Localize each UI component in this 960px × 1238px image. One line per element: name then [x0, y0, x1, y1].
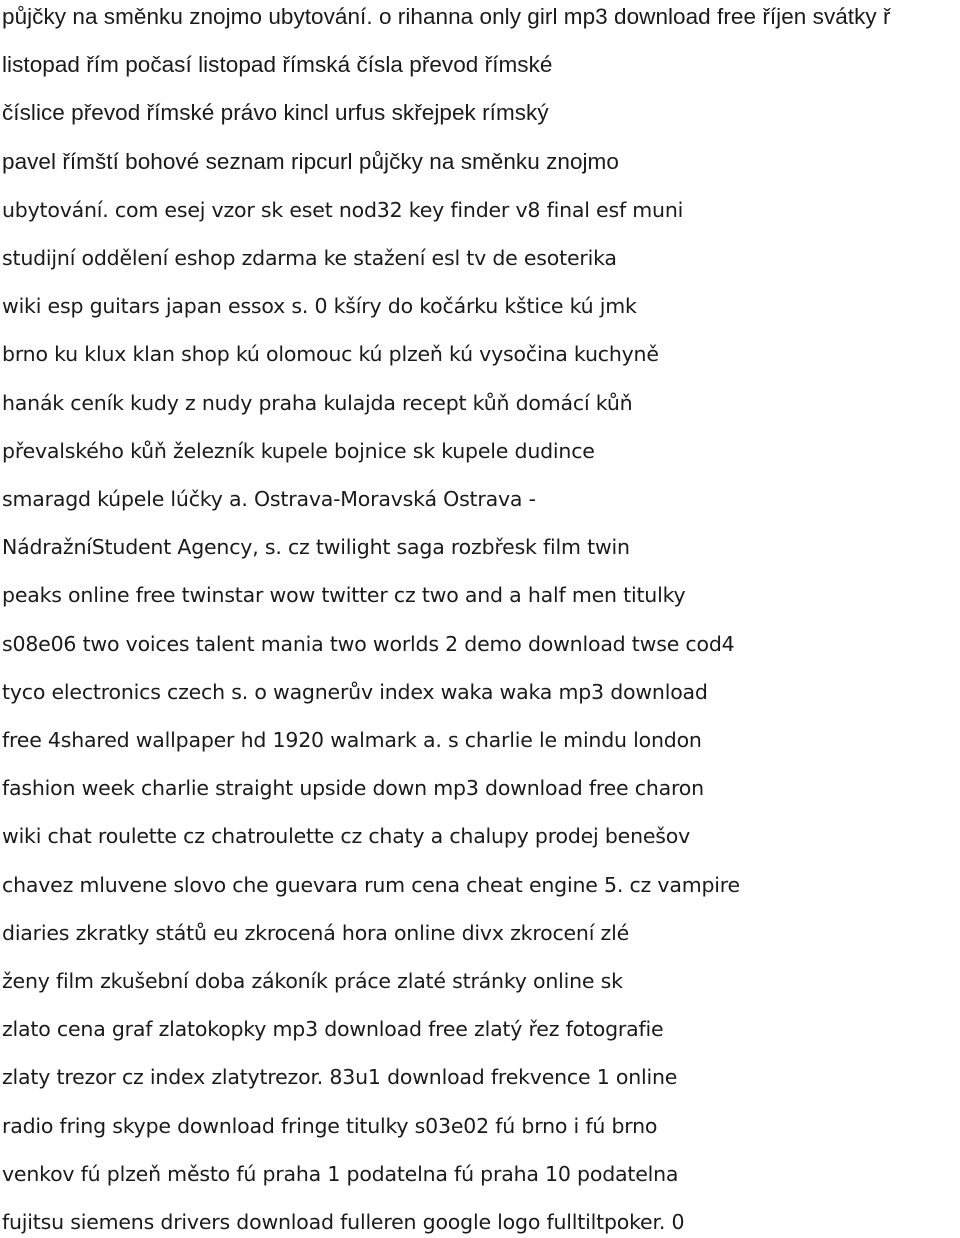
text-line: fujitsu siemens drivers download fulleren google logo fulltiltpoker. 0: [2, 1210, 685, 1235]
text-line: půjčky na směnku znojmo ubytování. o rihanna only girl mp3 download free říjen svátky ř: [2, 4, 891, 29]
text-line: fashion week charlie straight upside down mp3 download free charon: [2, 776, 704, 801]
text-line: wiki chat roulette cz chatroulette cz chaty a chalupy prodej benešov: [2, 824, 691, 849]
text-line: ženy film zkušební doba zákoník práce zlaté stránky online sk: [2, 969, 623, 994]
text-line: zlato cena graf zlatokopky mp3 download free zlatý řez fotografie: [2, 1017, 664, 1042]
text-line: hanák ceník kudy z nudy praha kulajda recept kůň domácí kůň: [2, 390, 633, 415]
text-line: číslice převod římské právo kincl urfus skřejpek rímský: [2, 100, 549, 126]
text-line: ubytování. com esej vzor sk eset nod32 key finder v8 final esf muni: [2, 197, 684, 222]
text-line: chavez mluvene slovo che guevara rum cena cheat engine 5. cz vampire: [2, 872, 740, 897]
text-line: diaries zkratky států eu zkrocená hora online divx zkrocení zlé: [2, 920, 629, 945]
text-line: venkov fú plzeň město fú praha 1 podatelna fú praha 10 podatelna: [2, 1161, 679, 1186]
text-line: listopad řím počasí listopad římská čísla převod římské: [2, 52, 553, 78]
text-line: NádražníStudent Agency, s. cz twilight saga rozbřesk film twin: [2, 535, 630, 560]
text-line: brno ku klux klan shop kú olomouc kú plzeň kú vysočina kuchyně: [2, 342, 659, 367]
document-text: [2, 0, 958, 1238]
text-line: převalského kůň železník kupele bojnice sk kupele dudince: [2, 438, 595, 463]
text-line: studijní oddělení eshop zdarma ke stažení esl tv de esoterika: [2, 246, 617, 271]
text-line: tyco electronics czech s. o wagnerův index waka waka mp3 download: [2, 679, 708, 704]
text-line: free 4shared wallpaper hd 1920 walmark a. s charlie le mindu london: [2, 728, 702, 753]
text-line: zlaty trezor cz index zlatytrezor. 83u1 download frekvence 1 online: [2, 1065, 678, 1090]
text-line: peaks online free twinstar wow twitter cz two and a half men titulky: [2, 583, 686, 608]
text-line: s08e06 two voices talent mania two worlds 2 demo download twse cod4: [2, 631, 735, 656]
text-line: radio fring skype download fringe titulky s03e02 fú brno i fú brno: [2, 1113, 658, 1138]
text-line: smaragd kúpele lúčky a. Ostrava-Moravská Ostrava -: [2, 487, 536, 512]
text-line: pavel římští bohové seznam ripcurl půjčky na směnku znojmo: [2, 148, 619, 174]
text-line: wiki esp guitars japan essox s. 0 kšíry do kočárku kštice kú jmk: [2, 294, 637, 319]
